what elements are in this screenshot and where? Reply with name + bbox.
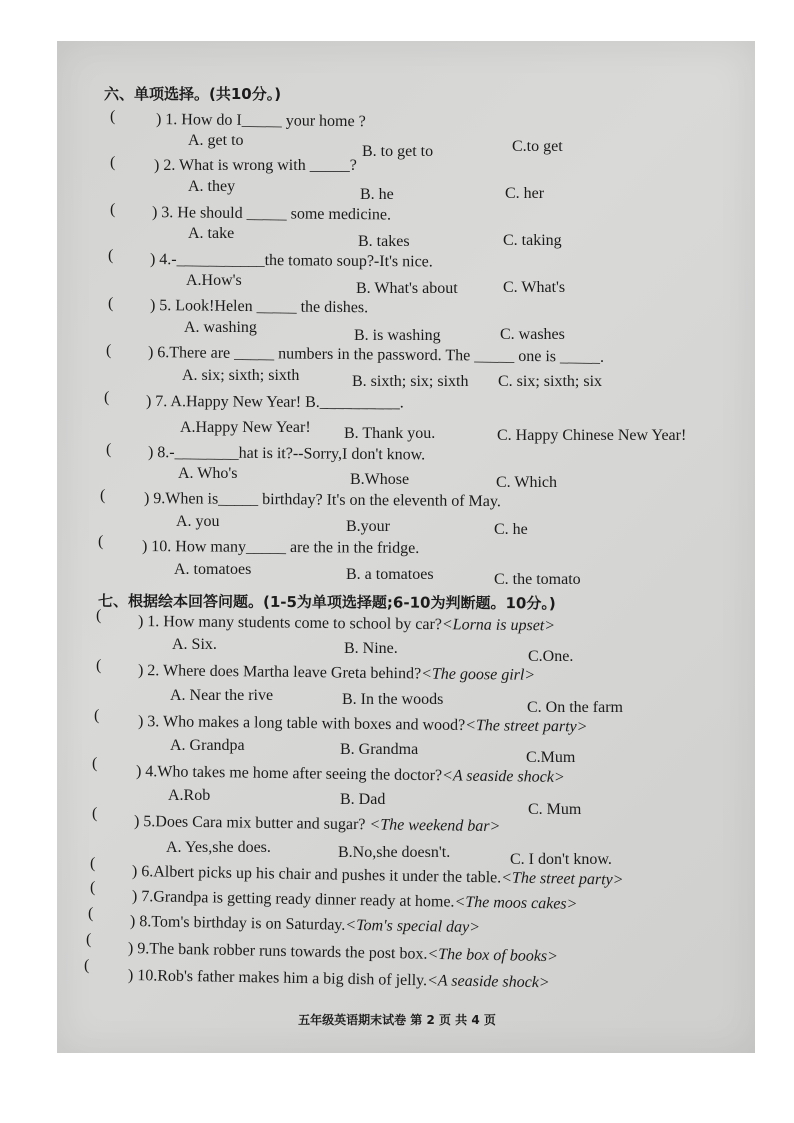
question-stem: ) 2. What is wrong with _____?	[154, 157, 357, 174]
option-b: B. takes	[358, 233, 410, 250]
option-b: B. is washing	[354, 327, 441, 344]
question-stem: ) 8.-________hat is it?--Sorry,I don't know.	[147, 444, 426, 464]
option-b: B. to get to	[362, 143, 434, 160]
option-a: A.Rob	[168, 787, 211, 804]
answer-paren: (	[110, 108, 116, 125]
question-stem: ) 6.There are _____ numbers in the password. The _____ one is _____.	[147, 344, 605, 366]
option-a: A.Happy New Year!	[180, 419, 311, 436]
answer-paren: (	[106, 441, 112, 458]
question-stem: ) 1. How do I_____ your home ?	[155, 111, 366, 131]
question-stem: ) 4.-___________the tomato soup?-It's nice.	[149, 251, 433, 271]
book-title: <The weekend bar>	[369, 816, 501, 836]
option-b: B. Thank you.	[344, 425, 436, 442]
answer-paren: (	[104, 389, 110, 406]
option-a: A.How's	[186, 272, 242, 289]
book-title: <A seaside shock>	[426, 972, 550, 992]
option-c: C.One.	[528, 648, 574, 665]
option-a: A. they	[188, 178, 236, 195]
option-a: A. washing	[184, 319, 257, 336]
option-c: C. washes	[500, 326, 565, 343]
answer-paren: (	[96, 657, 102, 674]
answer-paren: (	[92, 805, 98, 822]
option-a: A. Grandpa	[170, 737, 245, 754]
option-a: A. Six.	[172, 636, 217, 653]
option-b: B. Nine.	[344, 640, 398, 657]
option-a: A. you	[176, 513, 220, 530]
question-stem: ) 5.Does Cara mix butter and sugar? <The weekend bar>	[133, 813, 501, 836]
option-b: B.your	[346, 518, 390, 535]
answer-paren: (	[106, 342, 112, 359]
option-b: B. he	[360, 186, 394, 203]
book-title: <Tom's special day>	[345, 916, 481, 937]
option-c: C.to get	[512, 138, 563, 155]
section6-title: 六、单项选择。(共10分。)	[104, 85, 282, 103]
option-b: B. What's about	[356, 280, 458, 297]
option-c: C.Mum	[526, 749, 576, 766]
question-stem: ) 9.When is_____ birthday? It's on the eleventh of May.	[143, 490, 501, 511]
option-a: A. tomatoes	[174, 561, 252, 578]
answer-paren: (	[108, 247, 114, 264]
answer-paren: (	[98, 533, 104, 550]
option-a: A. six; sixth; sixth	[182, 367, 300, 384]
answer-paren: (	[90, 879, 96, 896]
option-b: B.No,she doesn't.	[338, 844, 451, 861]
book-title: <The moos cakes>	[454, 893, 578, 913]
answer-paren: (	[100, 487, 106, 504]
answer-paren: (	[84, 957, 90, 974]
option-b: B. In the woods	[342, 691, 444, 708]
question-stem: ) 7. A.Happy New Year! B.__________.	[145, 393, 404, 412]
option-c: C. Which	[496, 474, 558, 491]
option-a: A. Near the rive	[170, 687, 274, 704]
answer-paren: (	[90, 855, 96, 872]
question-stem: ) 3. He should _____ some medicine.	[151, 204, 392, 224]
option-b: B.Whose	[350, 471, 410, 488]
question-stem: ) 1. How many students come to school by car?<Lorna is upset>	[137, 613, 556, 635]
answer-paren: (	[88, 905, 94, 922]
option-c: C. six; sixth; six	[498, 373, 603, 390]
option-a: A. Who's	[178, 465, 238, 482]
option-c: C. Mum	[528, 801, 582, 818]
judge-question: ) 10.Rob's father makes him a big dish of jelly.<A seaside shock>	[127, 967, 550, 992]
question-stem: ) 2. Where does Martha leave Greta behind?<The goose girl>	[137, 662, 536, 684]
judge-question: ) 6.Albert picks up his chair and pushes it under the table.<The street party>	[131, 863, 624, 889]
option-c: C. On the farm	[527, 699, 623, 716]
answer-paren: (	[92, 755, 98, 772]
section7-title: 七、根据绘本回答问题。(1-5为单项选择题;6-10为判断题。10分。)	[97, 592, 556, 613]
option-b: B. Grandma	[340, 741, 419, 758]
option-b: B. a tomatoes	[346, 566, 434, 583]
answer-paren: (	[110, 154, 116, 171]
option-a: A. Yes,she does.	[166, 839, 271, 856]
book-title: <A seaside shock>	[441, 767, 565, 786]
answer-paren: (	[86, 931, 92, 948]
answer-paren: (	[110, 201, 116, 218]
option-c: C. he	[494, 521, 528, 538]
book-title: <Lorna is upset>	[441, 616, 556, 635]
question-stem: ) 10. How many_____ are the in the fridge.	[141, 538, 420, 557]
option-c: C. Happy Chinese New Year!	[497, 427, 687, 444]
question-stem: ) 4.Who takes me home after seeing the doctor?<A seaside shock>	[135, 763, 565, 786]
answer-paren: (	[94, 707, 100, 724]
page-footer: 五年级英语期末试卷 第 2 页 共 4 页	[298, 1013, 496, 1027]
option-c: C. her	[505, 185, 545, 202]
judge-question: ) 9.The bank robber runs towards the post box.<The box of books>	[127, 940, 559, 966]
judge-question: ) 7.Grandpa is getting ready dinner ready at home.<The moos cakes>	[131, 888, 578, 913]
book-title: <The street party>	[465, 716, 588, 736]
option-c: C. I don't know.	[510, 851, 612, 868]
option-b: B. sixth; six; sixth	[352, 373, 469, 390]
book-title: <The goose girl>	[421, 665, 536, 684]
option-c: C. taking	[503, 232, 562, 249]
judge-question: ) 8.Tom's birthday is on Saturday.<Tom's special day>	[129, 913, 481, 937]
option-a: A. take	[188, 225, 235, 242]
book-title: <The street party>	[501, 869, 624, 889]
option-c: C. the tomato	[494, 571, 581, 588]
question-stem: ) 3. Who makes a long table with boxes and wood?<The street party>	[137, 713, 588, 736]
answer-paren: (	[108, 295, 114, 312]
answer-paren: (	[96, 607, 102, 624]
option-b: B. Dad	[340, 791, 386, 808]
question-stem: ) 5. Look!Helen _____ the dishes.	[149, 297, 369, 317]
option-a: A. get to	[188, 132, 244, 149]
option-c: C. What's	[503, 279, 566, 296]
book-title: <The box of books>	[427, 945, 559, 966]
